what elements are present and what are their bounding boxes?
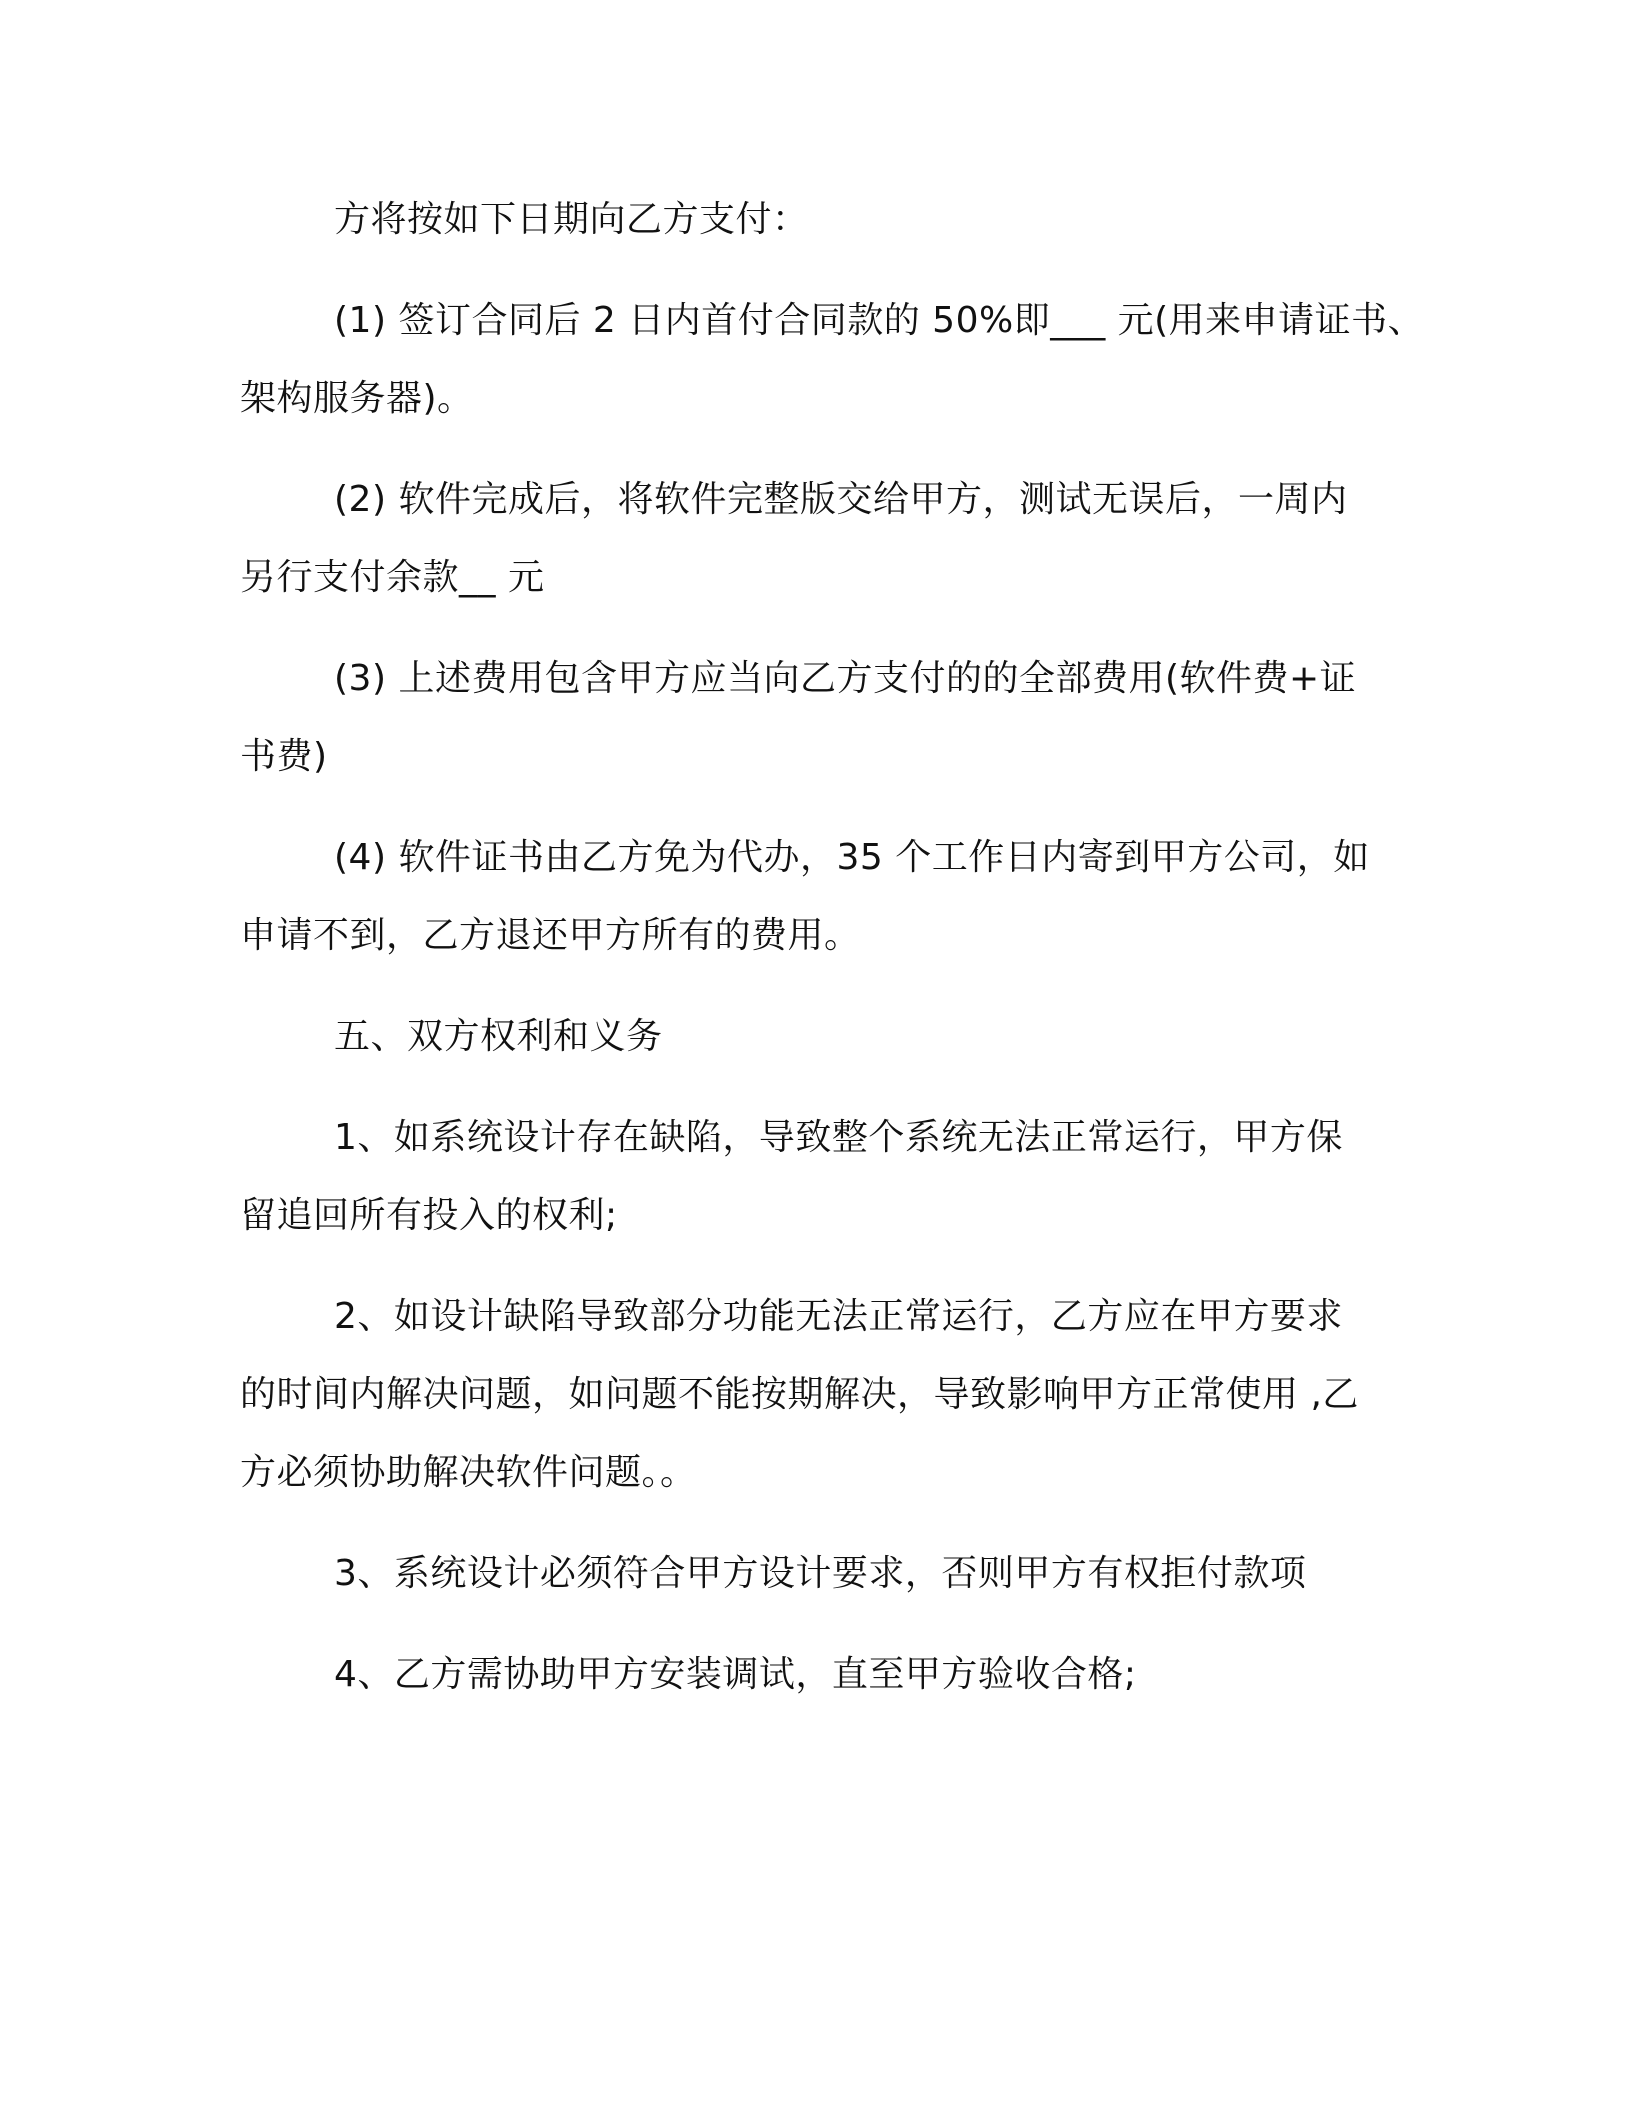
text-line: 2、如设计缺陷导致部分功能无法正常运行，乙方应在甲方要求 — [334, 1296, 1343, 1337]
text-line: 的时间内解决问题，如问题不能按期解决，导致影响甲方正常使用 ,乙 — [240, 1374, 1359, 1415]
text-line: 方必须协助解决软件问题。。 — [240, 1452, 697, 1493]
text-line: (2) 软件完成后，将软件完整版交给甲方，测试无误后，一周内 — [334, 479, 1348, 520]
text-line: 1、如系统设计存在缺陷，导致整个系统无法正常运行，甲方保 — [334, 1117, 1343, 1158]
section-heading: 五、双方权利和义务 — [334, 1016, 663, 1057]
text-line: 3、系统设计必须符合甲方设计要求，否则甲方有权拒付款项 — [334, 1553, 1307, 1594]
text-line: (4) 软件证书由乙方免为代办，35 个工作日内寄到甲方公司，如 — [334, 837, 1370, 878]
text-line: 申请不到，乙方退还甲方所有的费用。 — [240, 915, 861, 956]
text-line: (1) 签订合同后 2 日内首付合同款的 50%即___ 元(用来申请证书、 — [334, 300, 1425, 341]
text-line: 留追回所有投入的权利; — [240, 1195, 618, 1236]
text-line: 另行支付余款__ 元 — [240, 557, 545, 598]
text-line: 方将按如下日期向乙方支付： — [334, 199, 809, 240]
text-line: (3) 上述费用包含甲方应当向乙方支付的的全部费用(软件费+证 — [334, 658, 1357, 699]
text-line: 书费) — [240, 736, 328, 777]
text-line: 4、乙方需协助甲方安装调试，直至甲方验收合格; — [334, 1654, 1137, 1695]
text-line: 架构服务器)。 — [240, 378, 474, 419]
